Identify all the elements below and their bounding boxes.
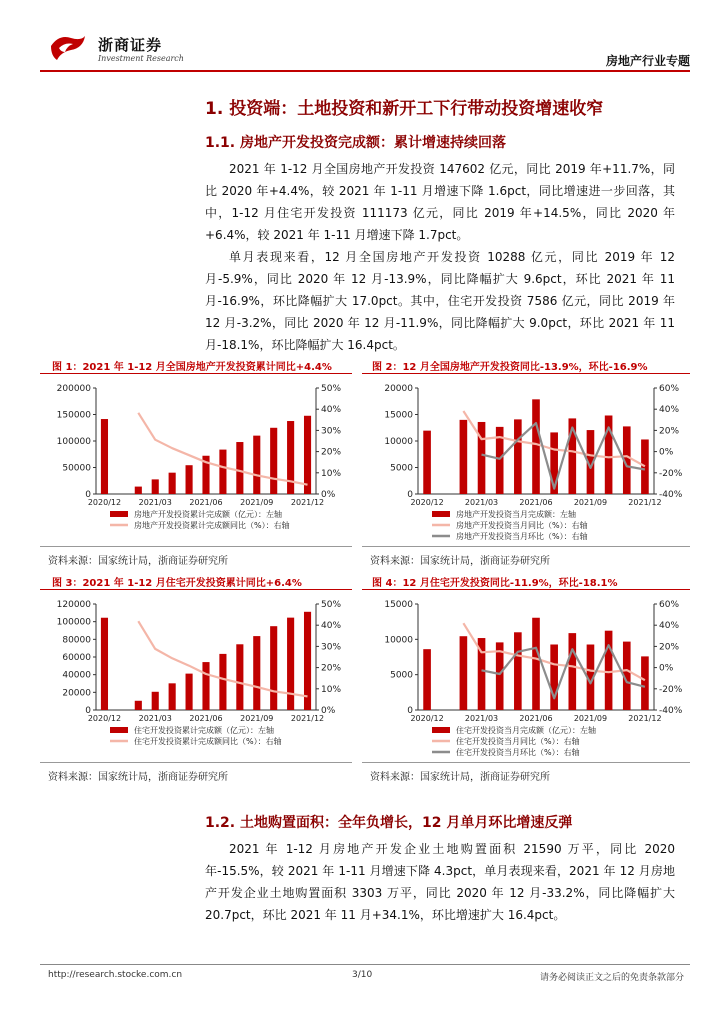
paragraph-2 — [205, 246, 675, 356]
x-tick-label: 2020/12 — [410, 498, 444, 507]
y-tick-label-left: 50000 — [62, 463, 91, 474]
subsection-title-1: 1.1. 房地产开发投资完成额：累计增速持续回落 — [205, 135, 506, 151]
figure-1-rule — [40, 373, 352, 374]
y-tick-label-right: 40% — [659, 621, 680, 632]
paragraph-3 — [205, 838, 675, 926]
y-tick-label-left: 15000 — [384, 600, 413, 610]
x-tick-label: 2021/06 — [519, 498, 553, 507]
y-tick-label-left: 20000 — [384, 384, 413, 394]
y-tick-label-right: -20% — [659, 468, 683, 479]
y-tick-label-left: 10000 — [384, 635, 413, 646]
bar — [219, 450, 226, 494]
x-tick-label: 2021/12 — [628, 498, 662, 507]
figure-3-title: 图 3：2021 年 1-12 月住宅开发投资累计同比+6.4% — [52, 578, 302, 589]
x-tick-label: 2020/12 — [87, 714, 122, 723]
bar — [186, 674, 193, 710]
x-tick-label: 2021/03 — [138, 714, 172, 723]
page-number: 3/10 — [352, 970, 373, 980]
bar — [169, 683, 176, 710]
bar — [152, 479, 159, 494]
bar — [101, 618, 108, 710]
x-tick-label: 2021/09 — [240, 498, 274, 507]
legend-swatch — [432, 511, 450, 517]
x-tick-label: 2020/12 — [87, 498, 122, 507]
y-tick-label-right: 20% — [659, 426, 680, 437]
y-tick-label-left: 10000 — [384, 437, 413, 447]
x-tick-label: 2020/12 — [410, 714, 444, 723]
y-tick-label-left: 100000 — [56, 437, 91, 447]
y-tick-label-right: -40% — [659, 490, 683, 500]
bar — [550, 644, 558, 710]
footer-disclaimer: 请务必阅读正文之后的免责条款部分 — [539, 973, 684, 983]
bar — [568, 633, 576, 710]
bar — [460, 636, 468, 710]
y-tick-label-left: 150000 — [56, 410, 91, 421]
bar — [641, 439, 649, 494]
y-tick-label-left: 40000 — [62, 670, 91, 681]
figure-4-title: 图 4：12 月住宅开发投资同比-11.9%，环比-18.1% — [372, 578, 618, 589]
legend-label: 住宅开发投资当月环比（%）：右轴 — [456, 748, 580, 757]
chart-1 — [40, 376, 352, 544]
bar — [423, 431, 431, 494]
y-tick-label-left: 0 — [407, 706, 413, 716]
x-tick-label: 2021/09 — [240, 714, 274, 723]
x-tick-label: 2021/03 — [138, 498, 172, 507]
y-tick-label-left: 5000 — [390, 463, 413, 474]
figure-2-source: 资料来源：国家统计局，浙商证券研究所 — [370, 556, 550, 567]
y-tick-label-right: -20% — [659, 684, 683, 695]
footer-rule — [40, 964, 690, 965]
bar — [236, 442, 243, 494]
logo-text: 浙商证券 — [98, 36, 163, 54]
y-tick-label-left: 0 — [85, 490, 91, 500]
y-tick-label-left: 5000 — [390, 670, 413, 681]
paragraph-text: 2021 年 1-12 月全国房地产开发投资 147602 亿元，同比 2019 年+11.7%，同比 2020 年+4.4%，较 2021 年 1-11 月增速下降 1.6pct，同比增速进一步回落，其中，1-12 月住宅开发投资 111173 亿元，同比 2019 年+14.5%，同比 2020 年+6.4%，较 2021 年 1-11 月增速下降 1.7pct。 — [205, 162, 675, 242]
y-tick-label-left: 0 — [85, 706, 91, 716]
bar — [135, 487, 142, 494]
figure-1-title: 图 1：2021 年 1-12 月全国房地产开发投资累计同比+4.4% — [52, 362, 332, 373]
y-tick-label-left: 80000 — [62, 635, 91, 646]
legend-label: 房地产开发投资当月同比（%）：右轴 — [456, 521, 588, 530]
y-tick-label-right: 60% — [659, 600, 680, 610]
y-tick-label-right: 0% — [659, 447, 674, 458]
y-tick-label-right: 0% — [659, 663, 674, 674]
figure-4-source: 资料来源：国家统计局，浙商证券研究所 — [370, 772, 550, 783]
y-tick-label-right: 50% — [321, 384, 342, 394]
y-tick-label-left: 120000 — [56, 600, 91, 610]
legend-swatch — [110, 511, 128, 517]
y-tick-label-right: 0% — [321, 490, 336, 500]
legend-label: 房地产开发投资累计完成额（亿元）：左轴 — [134, 510, 282, 519]
bar — [236, 644, 243, 710]
y-tick-label-left: 200000 — [56, 384, 91, 394]
header-rule — [40, 70, 690, 72]
bar — [270, 626, 277, 710]
bar — [460, 420, 468, 494]
y-tick-label-right: 20% — [659, 642, 680, 653]
y-tick-label-left: 20000 — [62, 688, 91, 699]
figure-1-source: 资料来源：国家统计局，浙商证券研究所 — [48, 556, 228, 567]
legend-label: 住宅开发投资累计完成额同比（%）：右轴 — [134, 737, 282, 746]
bar — [186, 465, 193, 494]
bar — [532, 618, 540, 710]
x-tick-label: 2021/12 — [628, 714, 662, 723]
figure-1-source-rule — [40, 546, 352, 547]
x-tick-label: 2021/12 — [290, 714, 325, 723]
legend-label: 房地产开发投资当月完成额：左轴 — [456, 510, 576, 519]
y-tick-label-right: 10% — [321, 684, 342, 695]
logo-icon — [45, 32, 93, 64]
y-tick-label-right: 40% — [321, 405, 342, 416]
y-tick-label-right: 20% — [321, 663, 342, 674]
y-tick-label-right: 60% — [659, 384, 680, 394]
bar — [253, 636, 260, 710]
legend-label: 住宅开发投资当月完成额（亿元）：左轴 — [456, 726, 596, 735]
figure-2-rule — [362, 373, 690, 374]
y-tick-label-right: 0% — [321, 706, 336, 716]
y-tick-label-left: 15000 — [384, 410, 413, 421]
bar — [304, 416, 311, 494]
legend-swatch — [110, 727, 128, 733]
figure-2-title: 图 2：12 月全国房地产开发投资同比-13.9%，环比-16.9% — [372, 362, 648, 373]
x-tick-label: 2021/09 — [573, 498, 608, 507]
section-title: 1. 投资端：土地投资和新开工下行带动投资增速收窄 — [205, 99, 604, 119]
y-tick-label-right: 30% — [321, 426, 342, 437]
bar — [532, 399, 540, 494]
bar — [423, 649, 431, 710]
chart-2 — [362, 376, 690, 544]
x-tick-label: 2021/06 — [189, 498, 223, 507]
bar — [270, 428, 277, 494]
legend-label: 房地产开发投资累计完成额同比（%）：右轴 — [134, 521, 290, 530]
report-section: 房地产行业专题 — [605, 54, 690, 68]
y-tick-label-right: 50% — [321, 600, 342, 610]
y-tick-label-right: 20% — [321, 447, 342, 458]
x-tick-label: 2021/12 — [290, 498, 325, 507]
y-tick-label-right: 10% — [321, 468, 342, 479]
bar — [478, 422, 486, 494]
x-tick-label: 2021/03 — [464, 498, 499, 507]
y-tick-label-right: 30% — [321, 642, 342, 653]
figure-3-source-rule — [40, 762, 352, 763]
subsection-title-2: 1.2. 土地购置面积：全年负增长，12 月单月环比增速反弹 — [205, 815, 573, 831]
footer-url[interactable]: http://research.stocke.com.cn — [48, 970, 183, 980]
y-tick-label-left: 0 — [407, 490, 413, 500]
bar — [287, 618, 294, 710]
legend-label: 房地产开发投资当月环比（%）：右轴 — [456, 532, 588, 541]
bar — [152, 692, 159, 710]
bar — [514, 419, 522, 494]
figure-4-source-rule — [362, 762, 690, 763]
chart-4 — [362, 592, 690, 760]
bar — [135, 701, 142, 710]
x-tick-label: 2021/03 — [464, 714, 499, 723]
legend-label: 住宅开发投资累计完成额（亿元）：左轴 — [134, 726, 274, 735]
bar — [202, 662, 209, 710]
bar — [514, 632, 522, 710]
bar — [219, 654, 226, 710]
paragraph-text: 2021 年 1-12 月房地产开发企业土地购置面积 21590 万平，同比 2020 年-15.5%，较 2021 年 1-11 月增速下降 4.3pct，单月表现来看，2021 年 12 月房地产开发企业土地购置面积 3303 万平，同比 2020 年 12 月-33.2%，同比降幅扩大 20.7pct，环比 2021 年 11 月+34.1%，环比增速扩大 16.4pct。 — [205, 842, 675, 922]
y-tick-label-left: 60000 — [62, 653, 91, 663]
y-tick-label-right: 40% — [659, 405, 680, 416]
y-tick-label-left: 100000 — [56, 617, 91, 628]
logo-subtext: Investment Research — [98, 54, 184, 63]
bar — [169, 473, 176, 494]
figure-2-source-rule — [362, 546, 690, 547]
paragraph-1 — [205, 158, 675, 246]
bar — [253, 436, 260, 494]
figure-3-source: 资料来源：国家统计局，浙商证券研究所 — [48, 772, 228, 783]
x-tick-label: 2021/06 — [519, 714, 553, 723]
bar — [605, 631, 613, 710]
x-tick-label: 2021/06 — [189, 714, 223, 723]
figure-3-rule — [40, 589, 352, 590]
figure-4-rule — [362, 589, 690, 590]
legend-swatch — [432, 727, 450, 733]
legend-label: 住宅开发投资当月同比（%）：右轴 — [456, 737, 580, 746]
x-tick-label: 2021/09 — [573, 714, 608, 723]
paragraph-text: 单月表现来看，12 月全国房地产开发投资 10288 亿元，同比 2019 年 12 月-5.9%，同比 2020 年 12 月-13.9%，同比降幅扩大 9.6pct，环比 2021 年 11 月-16.9%，环比降幅扩大 17.0pct。其中，住宅开发投资 7586 亿元，同比 2019 年 12 月-3.2%，同比 2020 年 12 月-11.9%，同比降幅扩大 9.0pct，环比 2021 年 11 月-18.1%，环比降幅扩大 16.4pct。 — [205, 250, 675, 352]
bar — [287, 421, 294, 494]
y-tick-label-right: 40% — [321, 621, 342, 632]
bar — [101, 419, 108, 494]
chart-3 — [40, 592, 352, 760]
y-tick-label-right: -40% — [659, 706, 683, 716]
bar — [641, 656, 649, 710]
